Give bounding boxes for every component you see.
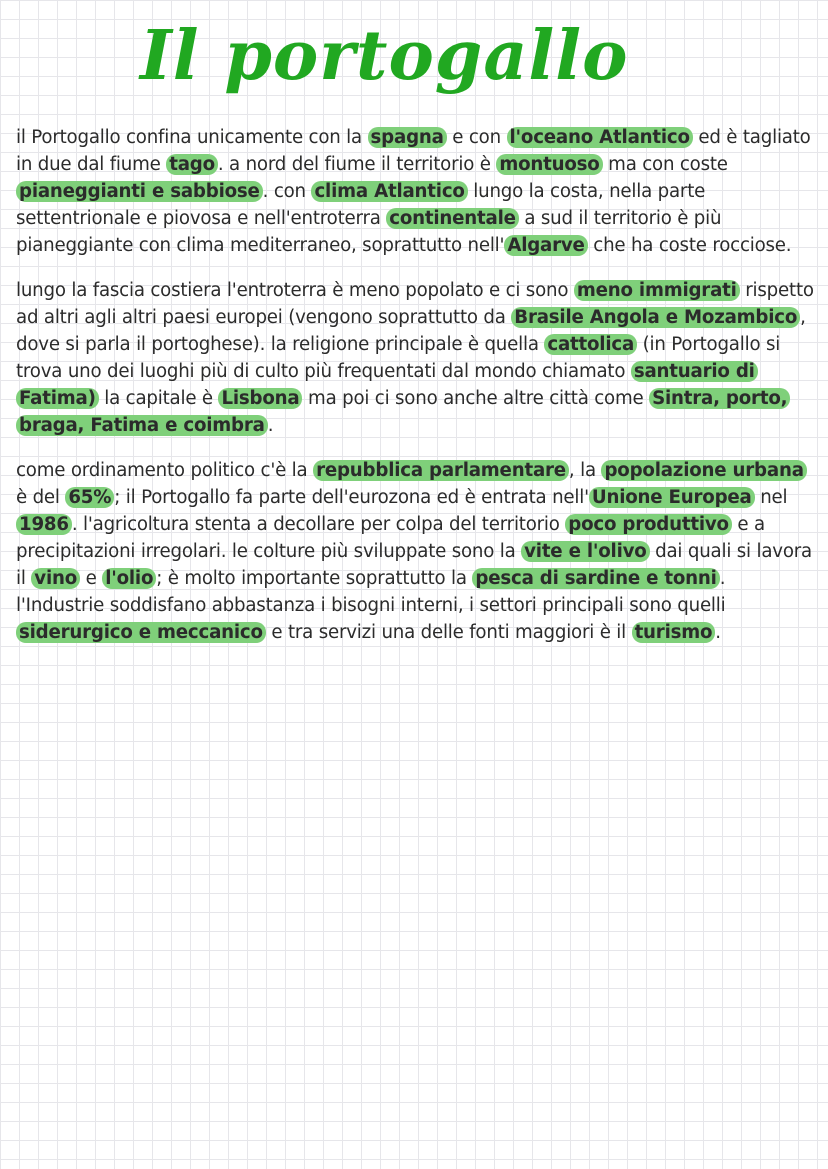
text-run: e tra servizi una delle fonti maggiori è il — [265, 622, 632, 643]
highlighted-term: vino — [31, 568, 80, 589]
highlighted-term: montuoso — [496, 154, 602, 175]
highlighted-term: poco produttivo — [565, 514, 732, 535]
paragraph-economy — [16, 457, 816, 646]
text-run: lungo la costa, nella parte settentrionale e piovosa e nell'entroterra — [16, 181, 706, 229]
highlighted-term: tago — [166, 154, 218, 175]
highlighted-term: repubblica parlamentare — [313, 460, 569, 481]
highlighted-term: Sintra, porto, braga, Fatima e coimbra — [16, 388, 790, 436]
text-run: e con — [446, 127, 507, 148]
highlighted-term: Brasile Angola e Mozambico — [511, 307, 800, 328]
text-run: . con — [262, 181, 312, 202]
text-run: , dove si parla il portoghese). la religione principale è quella — [16, 307, 806, 355]
text-run: ed è tagliato in due dal fiume — [16, 127, 811, 175]
text-run: . l'agricoltura stenta a decollare per colpa del territorio — [71, 514, 566, 535]
text-run: lungo la fascia costiera l'entroterra è meno popolato e ci sono — [16, 280, 574, 301]
text-run: . — [715, 622, 721, 643]
text-run: la capitale è — [98, 388, 219, 409]
highlighted-term: siderurgico e meccanico — [16, 622, 266, 643]
text-run: come ordinamento politico c'è la — [16, 460, 314, 481]
highlighted-term: vite e l'olivo — [521, 541, 649, 562]
text-run: ma con coste — [602, 154, 728, 175]
text-run: è del — [16, 487, 66, 508]
highlighted-term: continentale — [386, 208, 519, 229]
highlighted-term: turismo — [632, 622, 716, 643]
text-run: , la — [568, 460, 602, 481]
paragraph-geography — [16, 124, 816, 259]
text-run: il Portogallo confina unicamente con la — [16, 127, 368, 148]
highlighted-term: l'olio — [102, 568, 156, 589]
highlighted-term: meno immigrati — [574, 280, 740, 301]
highlighted-term: pianeggianti e sabbiose — [16, 181, 263, 202]
text-run: nel — [754, 487, 788, 508]
paragraph-population — [16, 277, 816, 439]
text-run: . l'Industrie soddisfano abbastanza i bisogni interni, i settori principali sono quelli — [16, 568, 726, 616]
highlighted-term: popolazione urbana — [601, 460, 806, 481]
text-run: . a nord del fiume il territorio è — [217, 154, 497, 175]
highlighted-term: spagna — [368, 127, 447, 148]
highlighted-term: Algarve — [504, 235, 587, 256]
text-run: e a precipitazioni irregolari. le colture più sviluppate sono la — [16, 514, 765, 562]
highlighted-term: 1986 — [16, 514, 72, 535]
notes-body — [16, 124, 816, 664]
text-run: che ha coste rocciose. — [587, 235, 792, 256]
text-run: ; è molto importante soprattutto la — [156, 568, 473, 589]
text-run: ; il Portogallo fa parte dell'eurozona ed è entrata nell' — [114, 487, 589, 508]
highlighted-term: l'oceano Atlantico — [507, 127, 693, 148]
text-run: . — [267, 415, 274, 436]
highlighted-term: santuario di Fatima) — [16, 361, 758, 409]
text-run: ma poi ci sono anche altre città come — [302, 388, 650, 409]
highlighted-term: cattolica — [544, 334, 637, 355]
text-run: dai quali si lavora il — [16, 541, 812, 589]
text-run: (in Portogallo si trova uno dei luoghi più di culto più frequentati dal mondo chiamato — [16, 334, 781, 382]
text-run: a sud il territorio è più pianeggiante con clima mediterraneo, soprattutto nell' — [16, 208, 722, 256]
highlighted-term: Lisbona — [218, 388, 302, 409]
text-run: rispetto ad altri agli altri paesi europei (vengono soprattutto da — [16, 280, 814, 328]
page-title: Il portogallo — [140, 16, 629, 96]
highlighted-term: clima Atlantico — [311, 181, 467, 202]
highlighted-term: Unione Europea — [589, 487, 755, 508]
highlighted-term: 65% — [65, 487, 114, 508]
highlighted-term: pesca di sardine e tonni — [472, 568, 719, 589]
text-run: e — [80, 568, 103, 589]
